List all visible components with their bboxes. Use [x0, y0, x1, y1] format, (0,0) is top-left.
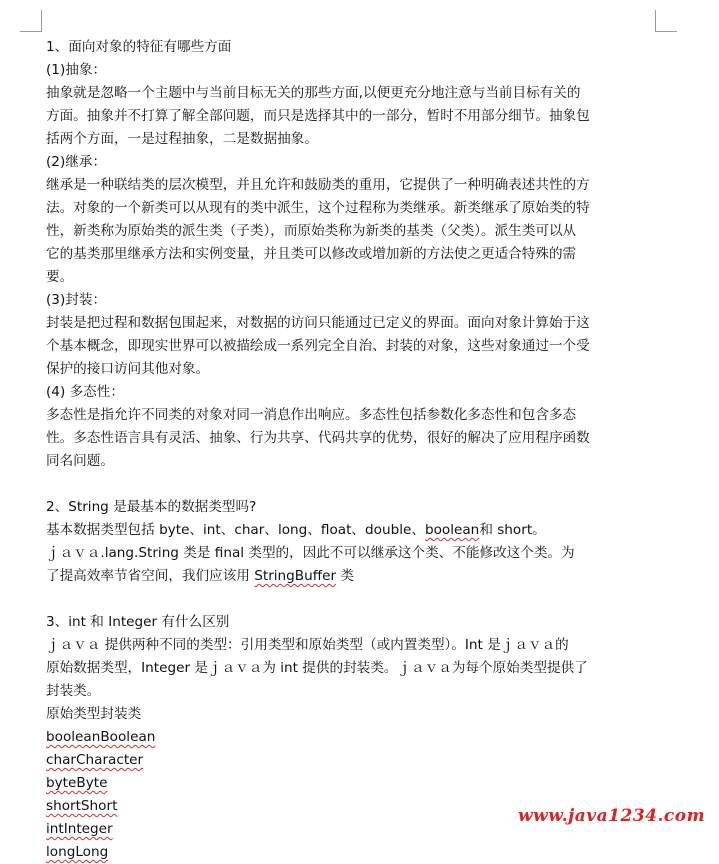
section-1-title: 1、面向对象的特征有哪些方面 — [46, 39, 232, 55]
crop-mark-top-left — [20, 10, 42, 32]
text-run: 基本数据类型包括 byte、int、char、long、float、double、 — [46, 522, 425, 538]
paragraph-line: 括两个方面，一是过程抽象，二是数据抽象。 — [46, 131, 318, 147]
paragraph-line: 保护的接口访问其他对象。 — [46, 361, 210, 377]
paragraph-line: 法。对象的一个新类可以从现有的类中派生，这个过程称为类继承。新类继承了原始类的特 — [46, 200, 590, 216]
abstraction-heading: (1)抽象： — [46, 62, 107, 78]
paragraph-line: 原始类型封装类 — [46, 706, 142, 722]
spellcheck-word: intInteger — [46, 821, 113, 837]
paragraph-line: 性，新类称为原始类的派生类（子类），而原始类称为新类的基类（父类）。派生类可以从 — [46, 223, 577, 239]
paragraph-line: 封装是把过程和数据包围起来，对数据的访问只能通过已定义的界面。面向对象计算始于这 — [46, 315, 590, 331]
paragraph-line: 要。 — [46, 269, 74, 285]
paragraph-line — [46, 519, 666, 542]
text-run: 和 short。 — [479, 522, 546, 538]
type-pair-line — [46, 772, 666, 795]
document-body — [46, 36, 666, 864]
paragraph-line: 同名问题。 — [46, 453, 114, 469]
text-run: 了提高效率节省空间，我们应该用 — [46, 568, 255, 584]
spellcheck-word: boolean — [424, 522, 480, 538]
paragraph-line: 抽象就是忽略一个主题中与当前目标无关的那些方面,以便更充分地注意与当前目标有关的 — [46, 85, 581, 101]
paragraph-line: 封装类。 — [46, 683, 101, 699]
crop-mark-top-right — [655, 10, 677, 32]
blank-line — [46, 473, 666, 496]
spellcheck-word: longLong — [46, 844, 109, 860]
type-pair-line — [46, 841, 666, 864]
spellcheck-word: StringBuffer — [254, 568, 337, 584]
spellcheck-word: byteByte — [46, 775, 108, 791]
text-run: 类 — [336, 568, 354, 584]
paragraph-line: 继承是一种联结类的层次模型，并且允许和鼓励类的重用，它提供了一种明确表述共性的方 — [46, 177, 590, 193]
type-pair-line — [46, 726, 666, 749]
spellcheck-word: charCharacter — [46, 752, 144, 768]
polymorphism-heading: (4) 多态性： — [46, 384, 124, 400]
paragraph-line: ｊａｖａ.lang.String 类是 final 类型的，因此不可以继承这个类、不能修改这个类。为 — [46, 545, 575, 561]
paragraph-line: 方面。抽象并不打算了解全部问题，而只是选择其中的一部分，暂时不用部分细节。抽象包 — [46, 108, 590, 124]
watermark: www.java1234.com — [518, 806, 706, 826]
spellcheck-word: booleanBoolean — [46, 729, 156, 745]
section-2-title: 2、String 是最基本的数据类型吗? — [46, 499, 257, 515]
inheritance-heading: (2)继承： — [46, 154, 107, 170]
section-3-title: 3、int 和 Integer 有什么区别 — [46, 614, 230, 630]
spellcheck-word: shortShort — [46, 798, 118, 814]
paragraph-line: 性。多态性语言具有灵活、抽象、行为共享、代码共享的优势，很好的解决了应用程序函数 — [46, 430, 590, 446]
encapsulation-heading: (3)封装： — [46, 292, 107, 308]
paragraph-line: ｊａｖａ 提供两种不同的类型：引用类型和原始类型（或内置类型）。Int 是ｊａｖａ的 — [46, 637, 569, 653]
paragraph-line: 原始数据类型，Integer 是ｊａｖａ为 int 提供的封装类。ｊａｖａ为每个原始类型提供了 — [46, 660, 588, 676]
paragraph-line — [46, 565, 666, 588]
paragraph-line: 它的基类那里继承方法和实例变量，并且类可以修改或增加新的方法使之更适合特殊的需 — [46, 246, 577, 262]
type-pair-line — [46, 749, 666, 772]
blank-line — [46, 588, 666, 611]
paragraph-line: 个基本概念，即现实世界可以被描绘成一系列完全自治、封装的对象，这些对象通过一个受 — [46, 338, 590, 354]
paragraph-line: 多态性是指允许不同类的对象对同一消息作出响应。多态性包括参数化多态性和包含多态 — [46, 407, 577, 423]
